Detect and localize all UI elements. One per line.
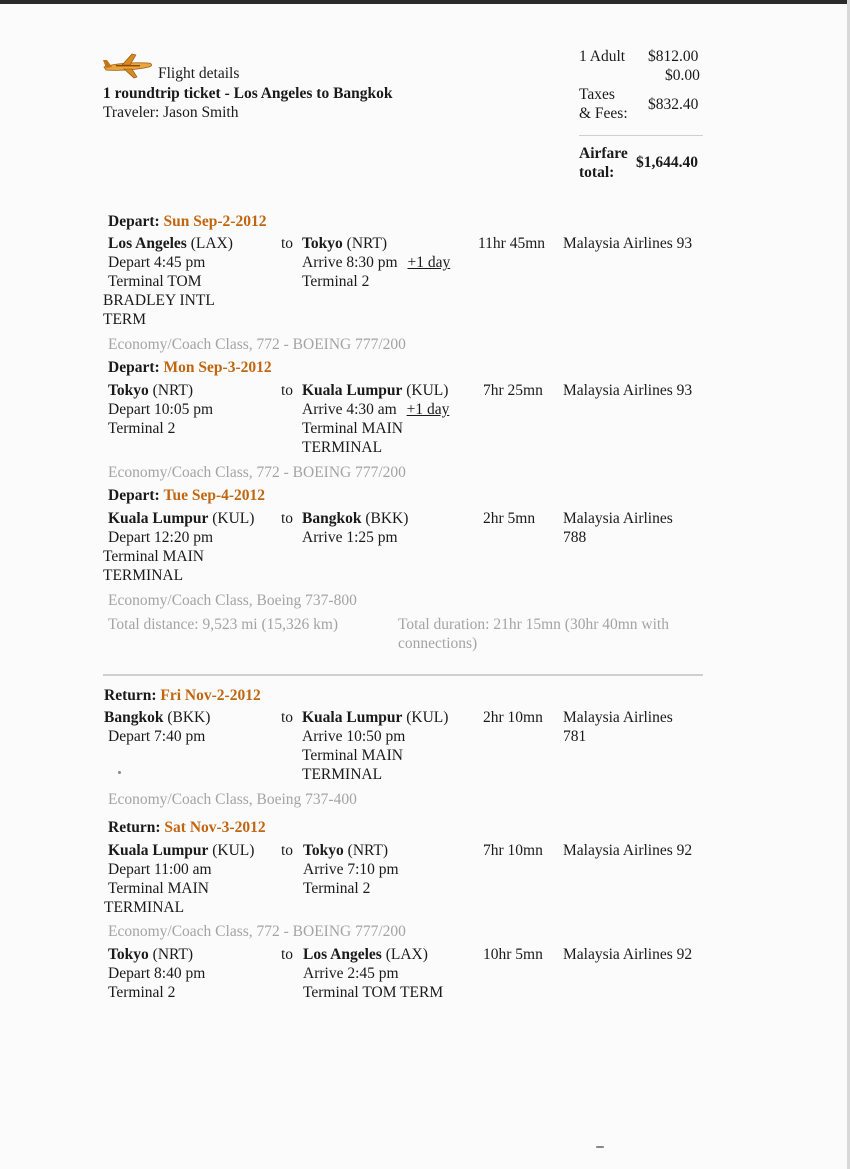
segment-heading: Return: — [108, 819, 161, 836]
to-word: to — [281, 842, 294, 859]
plus-day: +1 day — [406, 401, 450, 418]
destination-city: Kuala Lumpur — [302, 382, 403, 399]
depart-time: Depart 11:00 am — [108, 861, 212, 878]
flight-number: 788 — [563, 529, 587, 546]
ticket-summary: 1 roundtrip ticket - Los Angeles to Bangkok — [103, 85, 393, 102]
origin-city: Tokyo — [108, 382, 149, 399]
destination-city: Tokyo — [302, 235, 343, 252]
scan-speck — [596, 1146, 604, 1148]
plus-day: +1 day — [407, 254, 451, 271]
destination-code: (LAX) — [385, 946, 428, 963]
destination-city: Bangkok — [302, 510, 362, 527]
to-word: to — [281, 709, 294, 726]
depart-time: Depart 10:05 pm — [108, 401, 214, 418]
flight-duration: 2hr 5mn — [483, 510, 536, 527]
origin-city: Bangkok — [104, 709, 164, 726]
destination-code: (NRT) — [347, 842, 389, 859]
arrive-time: Arrive 10:50 pm — [302, 728, 406, 745]
destination-terminal: Terminal 2 — [303, 880, 371, 897]
total-duration: Total duration: 21hr 15mn (30hr 40mn with — [398, 616, 669, 633]
segment-date: Mon Sep-3-2012 — [163, 359, 272, 376]
airfare-label: Airfare — [579, 145, 628, 162]
taxes-amount: $832.40 — [648, 96, 699, 113]
depart-time: Depart 8:40 pm — [108, 965, 206, 982]
segment-date: Fri Nov-2-2012 — [160, 687, 261, 704]
cabin-class: Economy/Coach Class, 772 - BOEING 777/200 — [108, 336, 406, 353]
adult-amount: $812.00 — [648, 48, 699, 65]
flight-details-title: Flight details — [158, 65, 240, 82]
destination-terminal: TERMINAL — [302, 439, 383, 456]
segment-date: Sun Sep-2-2012 — [163, 213, 267, 230]
total-amount: $1,644.40 — [636, 154, 698, 171]
origin-terminal: Terminal MAIN — [108, 880, 209, 897]
origin-city: Kuala Lumpur — [108, 510, 209, 527]
origin-terminal: BRADLEY INTL — [103, 292, 215, 309]
airline: Malaysia Airlines 93 — [563, 235, 693, 252]
scan-speck — [118, 771, 121, 774]
total-distance: Total distance: 9,523 mi (15,326 km) — [108, 616, 339, 633]
origin-code: (NRT) — [152, 946, 194, 963]
fees-label: & Fees: — [579, 105, 628, 122]
origin-city: Los Angeles — [108, 235, 187, 252]
arrive-time: Arrive 7:10 pm — [303, 861, 399, 878]
zero-amount: $0.00 — [665, 67, 700, 84]
arrive-time: Arrive 1:25 pm — [302, 529, 398, 546]
origin-code: (BKK) — [167, 709, 211, 726]
depart-time: Depart 7:40 pm — [108, 728, 206, 745]
taxes-label: Taxes — [579, 86, 615, 103]
destination-city: Los Angeles — [303, 946, 382, 963]
airline: Malaysia Airlines — [563, 709, 673, 726]
origin-terminal: Terminal 2 — [108, 420, 176, 437]
origin-code: (KUL) — [212, 510, 255, 527]
arrive-time: Arrive 4:30 am — [302, 401, 397, 418]
segment-date: Tue Sep-4-2012 — [163, 487, 266, 504]
to-word: to — [281, 946, 294, 963]
airplane-icon — [102, 53, 154, 79]
total-duration-connections: connections) — [398, 635, 478, 652]
depart-time: Depart 12:20 pm — [108, 529, 214, 546]
flight-duration: 2hr 10mn — [483, 709, 543, 726]
segment-date: Sat Nov-3-2012 — [164, 819, 266, 836]
destination-code: (KUL) — [406, 709, 449, 726]
adult-label: 1 Adult — [579, 48, 626, 65]
airline: Malaysia Airlines 92 — [563, 946, 693, 963]
to-word: to — [281, 235, 294, 252]
origin-terminal: Terminal 2 — [108, 984, 176, 1001]
origin-terminal: TERMINAL — [103, 567, 184, 584]
destination-city: Kuala Lumpur — [302, 709, 403, 726]
origin-city: Kuala Lumpur — [108, 842, 209, 859]
destination-terminal: Terminal TOM TERM — [303, 984, 444, 1001]
origin-code: (NRT) — [152, 382, 194, 399]
page-top-edge — [0, 0, 850, 4]
cabin-class: Economy/Coach Class, 772 - BOEING 777/200 — [108, 464, 406, 481]
flight-duration: 11hr 45mn — [478, 235, 546, 252]
flight-duration: 7hr 25mn — [483, 382, 543, 399]
segment-heading: Depart: — [108, 213, 160, 230]
destination-terminal: Terminal MAIN — [302, 420, 403, 437]
destination-code: (BKK) — [365, 510, 409, 527]
destination-code: (KUL) — [406, 382, 449, 399]
depart-time: Depart 4:45 pm — [108, 254, 206, 271]
airline: Malaysia Airlines — [563, 510, 673, 527]
flight-duration: 7hr 10mn — [483, 842, 543, 859]
destination-terminal: TERMINAL — [302, 766, 383, 783]
arrive-time: Arrive 8:30 pm — [302, 254, 398, 271]
destination-city: Tokyo — [303, 842, 344, 859]
traveler-name: Traveler: Jason Smith — [103, 104, 239, 121]
section-divider — [103, 674, 703, 676]
total-label: total: — [579, 164, 615, 181]
origin-code: (KUL) — [212, 842, 255, 859]
destination-terminal: Terminal 2 — [302, 273, 370, 290]
origin-terminal: Terminal TOM — [108, 273, 202, 290]
origin-terminal: Terminal MAIN — [103, 548, 204, 565]
flight-number: 781 — [563, 728, 587, 745]
airline: Malaysia Airlines 93 — [563, 382, 693, 399]
cabin-class: Economy/Coach Class, Boeing 737-800 — [108, 592, 357, 609]
origin-terminal: TERM — [103, 311, 147, 328]
segment-heading: Depart: — [108, 487, 160, 504]
airline: Malaysia Airlines 92 — [563, 842, 693, 859]
origin-city: Tokyo — [108, 946, 149, 963]
segment-heading: Return: — [104, 687, 157, 704]
destination-code: (NRT) — [346, 235, 388, 252]
segment-heading: Depart: — [108, 359, 160, 376]
to-word: to — [281, 510, 294, 527]
to-word: to — [281, 382, 294, 399]
flight-duration: 10hr 5mn — [483, 946, 543, 963]
cabin-class: Economy/Coach Class, Boeing 737-400 — [108, 791, 357, 808]
origin-code: (LAX) — [190, 235, 233, 252]
arrive-time: Arrive 2:45 pm — [303, 965, 399, 982]
origin-terminal: TERMINAL — [104, 899, 185, 916]
destination-terminal: Terminal MAIN — [302, 747, 403, 764]
cabin-class: Economy/Coach Class, 772 - BOEING 777/200 — [108, 923, 406, 940]
price-divider — [579, 135, 703, 136]
